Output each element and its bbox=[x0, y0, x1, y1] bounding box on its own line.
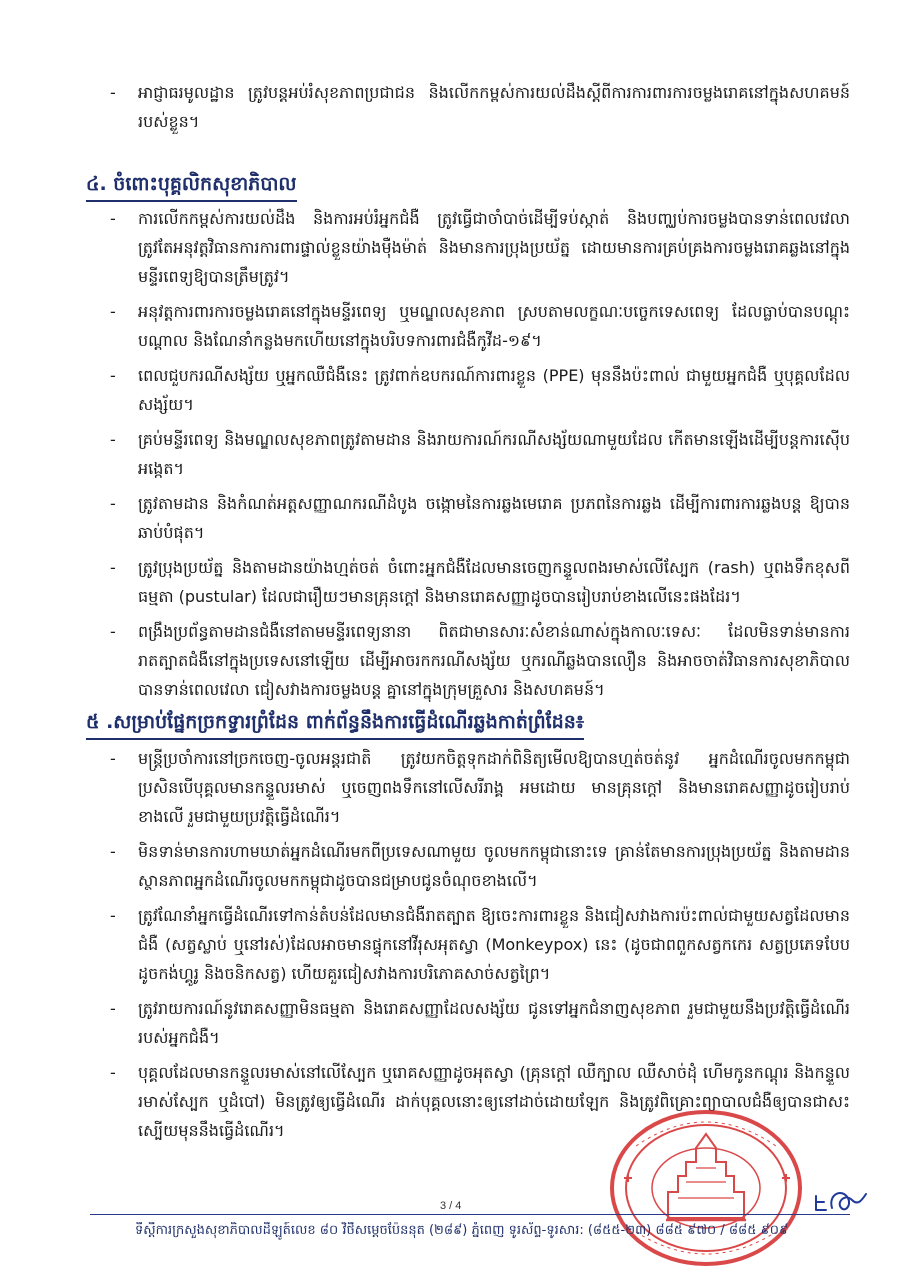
section-4-item-text: ពេលជួបករណីសង្ស័យ ឬអ្នកឈឺជំងឺនេះ ត្រូវពាក់ឧបករណ៍ការពារខ្លួន (PPE) មុននឹងប៉ះពាល់ ជាមួយអ្នកជំងឺ ឬបុគ្គលដែលសង្ស័យ។ bbox=[138, 366, 850, 414]
footer-divider bbox=[90, 1214, 850, 1215]
section-4-item bbox=[110, 425, 850, 483]
page-number: 3 / 4 bbox=[440, 1200, 462, 1212]
section-4-item bbox=[110, 489, 850, 547]
section-4-item bbox=[110, 297, 850, 355]
bullet-dash: - bbox=[110, 83, 116, 102]
bullet-dash: - bbox=[110, 749, 116, 768]
bullet-dash: - bbox=[110, 842, 116, 861]
intro-item bbox=[110, 78, 850, 136]
footer-address: ទីស្តីការក្រសួងសុខាភិបាលដីឡូត៍លេខ ៨០ វិថីសម្តេចប៉ែននុត (២៨៩) ភ្នំពេញ ទូរស័ព្ទ-ទូរសារ: (៨៥៥-២៣) ៨៨៥ ៩៧០ / ៨៨៥ ៩០៩ bbox=[135, 1223, 789, 1238]
bullet-dash: - bbox=[110, 209, 116, 228]
section-4-item bbox=[110, 553, 850, 611]
bullet-dash: - bbox=[110, 622, 116, 641]
section-5-item bbox=[110, 744, 850, 831]
section-5-item-text: បុគ្គលដែលមានកន្ទួលរមាស់នៅលើស្បែក ឬរោគសញ្ញាដូចអុតស្វា (គ្រុនក្តៅ ឈឺក្បាល ឈឺសាច់ដុំ ហើមកូនកណ្តុរ និងកន្ទួលរមាស់ស្បែក ឬដំបៅ) មិនត្រូវឲ្យធ្វើដំណើរ ដាក់បុគ្គលនោះឲ្យនៅដាច់ដោយឡែក និងត្រូវពិគ្រោះព្យាបាលជំងឺឲ្យបានជាសះស្បើយមុននឹងធ្វើដំណើរ។ bbox=[138, 1063, 850, 1140]
section-5-item-text: ត្រូវរាយការណ៍នូវរោគសញ្ញាមិនធម្មតា និងរោគសញ្ញាដែលសង្ស័យ ជូនទៅអ្នកជំនាញសុខភាព រួមជាមួយនឹងប្រវត្តិធ្វើដំណើររបស់អ្នកជំងឺ។ bbox=[138, 999, 850, 1047]
section-4-heading: ៤. ចំពោះបុគ្គលិកសុខាភិបាល bbox=[86, 170, 297, 202]
section-4-list bbox=[110, 204, 850, 710]
section-5-item-text: មន្ត្រីប្រចាំការនៅច្រកចេញ-ចូលអន្តរជាតិ ត្រូវយកចិត្តទុកដាក់ពិនិត្យមើលឱ្យបានហ្មត់ចត់នូវ អ្នកដំណើរចូលមកកម្ពុជា ប្រសិនបើបុគ្គលមានកន្ទួលរមាស់ ឬចេញពងទឹកនៅលើសរីរាង្គ អមដោយ មានគ្រុនក្តៅ និងមានរោគសញ្ញាដូចរៀបរាប់ខាងលើ រួមជាមួយប្រវត្តិធ្វើដំណើរ។ bbox=[138, 749, 850, 826]
section-4-item bbox=[110, 361, 850, 419]
section-4-item-text: ពង្រឹងប្រព័ន្ធតាមដានជំងឺនៅតាមមន្ទីរពេទ្យនានា ពិតជាមានសារៈសំខាន់ណាស់ក្នុងកាលៈទេសៈ ដែលមិនទាន់មានការរាតត្បាតជំងឺនៅក្នុងប្រទេសនៅឡើយ ដើម្បីអាចរកករណីសង្ស័យ ឬករណីឆ្លងបានលឿន និងអាចចាត់វិធានការសុខាភិបាលបានទាន់ពេលវេលា ជៀសវាងការចម្លងបន្ត គ្នានៅក្នុងក្រុមគ្រួសារ និងសហគមន៍។ bbox=[138, 622, 850, 699]
intro-list bbox=[110, 78, 850, 142]
section-5-item bbox=[110, 994, 850, 1052]
ministry-seal-icon bbox=[606, 1106, 806, 1271]
section-4-item-text: ត្រូវតាមដាន និងកំណត់អត្តសញ្ញាណករណីដំបូង ចង្កោមនៃការឆ្លងមេរោគ ប្រភពនៃការឆ្លង ដើម្បីការពារការឆ្លងបន្ត ឱ្យបានឆាប់បំផុត។ bbox=[138, 494, 850, 542]
section-4-item-text: គ្រប់មន្ទីរពេទ្យ និងមណ្ឌលសុខភាពត្រូវតាមដាន និងរាយការណ៍ករណីសង្ស័យណាមួយដែល កើតមានឡើងដើម្បីបន្តការស៊ើបអង្កេត។ bbox=[138, 430, 850, 478]
section-4-item-text: ការលើកកម្ពស់ការយល់ដឹង និងការអប់រំអ្នកជំងឺ ត្រូវធ្វើជាចាំបាច់ដើម្បីទប់ស្កាត់ និងបញ្ឈប់ការចម្លងបានទាន់ពេលវេលា ត្រូវតែអនុវត្តវិធានការការពារផ្ទាល់ខ្លួនយ៉ាងម៉ឺងម៉ាត់ និងមានការប្រុងប្រយ័ត្ន ដោយមានការគ្រប់គ្រងការចម្លងរោគឆ្លងនៅក្នុងមន្ទីរពេទ្យឱ្យបានត្រឹមត្រូវ។ bbox=[138, 209, 850, 286]
bullet-dash: - bbox=[110, 302, 116, 321]
section-5-heading: ៥ .សម្រាប់ផ្នែកច្រកទ្វារព្រំដែន ពាក់ព័ន្ធនឹងការធ្វើដំណើរឆ្លងកាត់ព្រំដែន៖ bbox=[86, 708, 584, 740]
section-5-item-text: ត្រូវណែនាំអ្នកធ្វើដំណើរទៅកាន់តំបន់ដែលមានជំងឺរាតត្បាត ឱ្យចេះការពារខ្លួន និងជៀសវាងការប៉ះពាល់ជាមួយសត្វដែលមានជំងឺ (សត្វស្លាប់ ឬនៅរស់)ដែលអាចមានផ្ទុកនៅវីរុសអុតស្វា (Monkeypox) នេះ (ដូចជាពពួកសត្វកកេរ សត្វប្រភេទបែបដូចកង់ហ្គូរូ និងចនិកសត្វ) ហើយគួរជៀសវាងការបរិភោគសាច់សត្វព្រៃ។ bbox=[138, 906, 850, 983]
section-4-item bbox=[110, 204, 850, 291]
section-5-item bbox=[110, 901, 850, 988]
section-4-item-text: ត្រូវប្រុងប្រយ័ត្ន និងតាមដានយ៉ាងហ្មត់ចត់ ចំពោះអ្នកជំងឺដែលមានចេញកន្ទួលពងរមាស់លើស្បែក (rash) ឬពងទឹកខុសពីធម្មតា (pustular) ដែលជារឿយៗមានគ្រុនក្តៅ និងមានរោគសញ្ញាដូចបានរៀបរាប់ខាងលើនេះផងដែរ។ bbox=[138, 558, 850, 606]
bullet-dash: - bbox=[110, 1063, 116, 1082]
bullet-dash: - bbox=[110, 558, 116, 577]
bullet-dash: - bbox=[110, 430, 116, 449]
intro-item-text: អាជ្ញាធរមូលដ្ឋាន ត្រូវបន្តអប់រំសុខភាពប្រជាជន និងលើកកម្ពស់ការយល់ដឹងស្តីពីការការពារការចម្លងរោគនៅក្នុងសហគមន៍របស់ខ្លួន។ bbox=[138, 83, 850, 131]
section-4-item bbox=[110, 617, 850, 704]
section-5-item bbox=[110, 837, 850, 895]
bullet-dash: - bbox=[110, 999, 116, 1018]
bullet-dash: - bbox=[110, 366, 116, 385]
bullet-dash: - bbox=[110, 494, 116, 513]
section-5-list bbox=[110, 744, 850, 1151]
bullet-dash: - bbox=[110, 906, 116, 925]
section-5-item-text: មិនទាន់មានការហាមឃាត់អ្នកដំណើរមកពីប្រទេសណាមួយ ចូលមកកម្ពុជានោះទេ គ្រាន់តែមានការប្រុងប្រយ័ត្ន និងតាមដានស្ថានភាពអ្នកដំណើរចូលមកកម្ពុជាដូចបានជម្រាបជូនចំណុចខាងលើ។ bbox=[138, 842, 850, 890]
section-4-item-text: អនុវត្តការពារការចម្លងរោគនៅក្នុងមន្ទីរពេទ្យ ឬមណ្ឌលសុខភាព ស្របតាមលក្ខណៈបច្ចេកទេសពេទ្យ ដែលធ្លាប់បានបណ្តុះបណ្តាល និងណែនាំកន្លងមកហើយនៅក្នុងបរិបទការពារជំងឺកូវីដ-១៩។ bbox=[138, 302, 850, 350]
